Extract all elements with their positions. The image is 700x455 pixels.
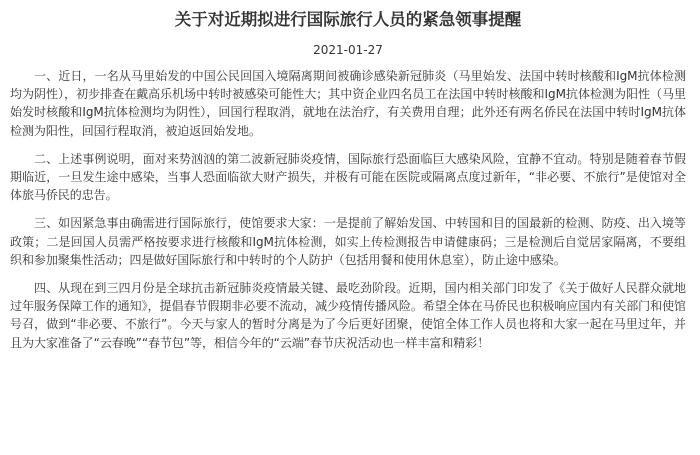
paragraph-4: 四、从现在到三四月份是全球抗击新冠肺炎疫情最关键、最吃劲阶段。近期，国内相关部门印发了《关于做好人民群众就地过年服务保障工作的通知》，提倡春节假期非必要不流动，减少疫情传播风险。希望全体在马侨民也积极响应国内有关部门和使馆号召，做到“非必要、不旅行”。今天与家人的暂时分离是为了今后更好团聚，使馆全体工作人员也将和大家一起在马里过年，并且为大家准备了“云春晚”“春节包”等，相信今年的“云端”春节庆祝活动也一样丰富和精彩！ <box>10 281 686 350</box>
publish-date: 2021-01-27 <box>313 43 383 57</box>
paragraph-2: 二、上述事例说明，面对来势汹汹的第二波新冠肺炎疫情，国际旅行恐面临巨大感染风险，宜静不宜动。特别是随着春节假期临近，一旦发生途中感染，当事人恐面临欲大财产损失，并极有可能在医院或隔离点度过新年，“非必要、不旅行”是使馆对全体旅马侨民的忠告。 <box>10 151 686 203</box>
document-title: 关于对近期拟进行国际旅行人员的紧急领事提醒 <box>174 10 522 29</box>
paragraph-1: 一、近日，一名从马里始发的中国公民回国入境隔离期间被确诊感染新冠肺炎（马里始发、法国中转时核酸和IgM抗体检测均为阴性），初步排查在戴高乐机场中转时被感染可能性大；其中资企业四名员工在法国中转时核酸和IgM抗体检测为阳性（马里始发时核酸和IgM抗体检测均为阴性），回国行程取消，就地在法治疗，有关费用自理；此外还有两名侨民在法国中转时IgM抗体检测为阳性，回国行程取消，被迫返回始发地。 <box>10 69 686 138</box>
paragraph-3: 三、如因紧急事由确需进行国际旅行，使馆要求大家：一是提前了解始发国、中转国和目的国最新的检测、防疫、出入境等政策；二是回国人员需严格按要求进行核酸和IgM抗体检测，如实上传检测报告申请健康码；三是检测后自觉居家隔离，不要组织和参加聚集性活动；四是做好国际旅行和中转时的个人防护（包括用餐和使用休息室），防止途中感染。 <box>10 216 686 267</box>
